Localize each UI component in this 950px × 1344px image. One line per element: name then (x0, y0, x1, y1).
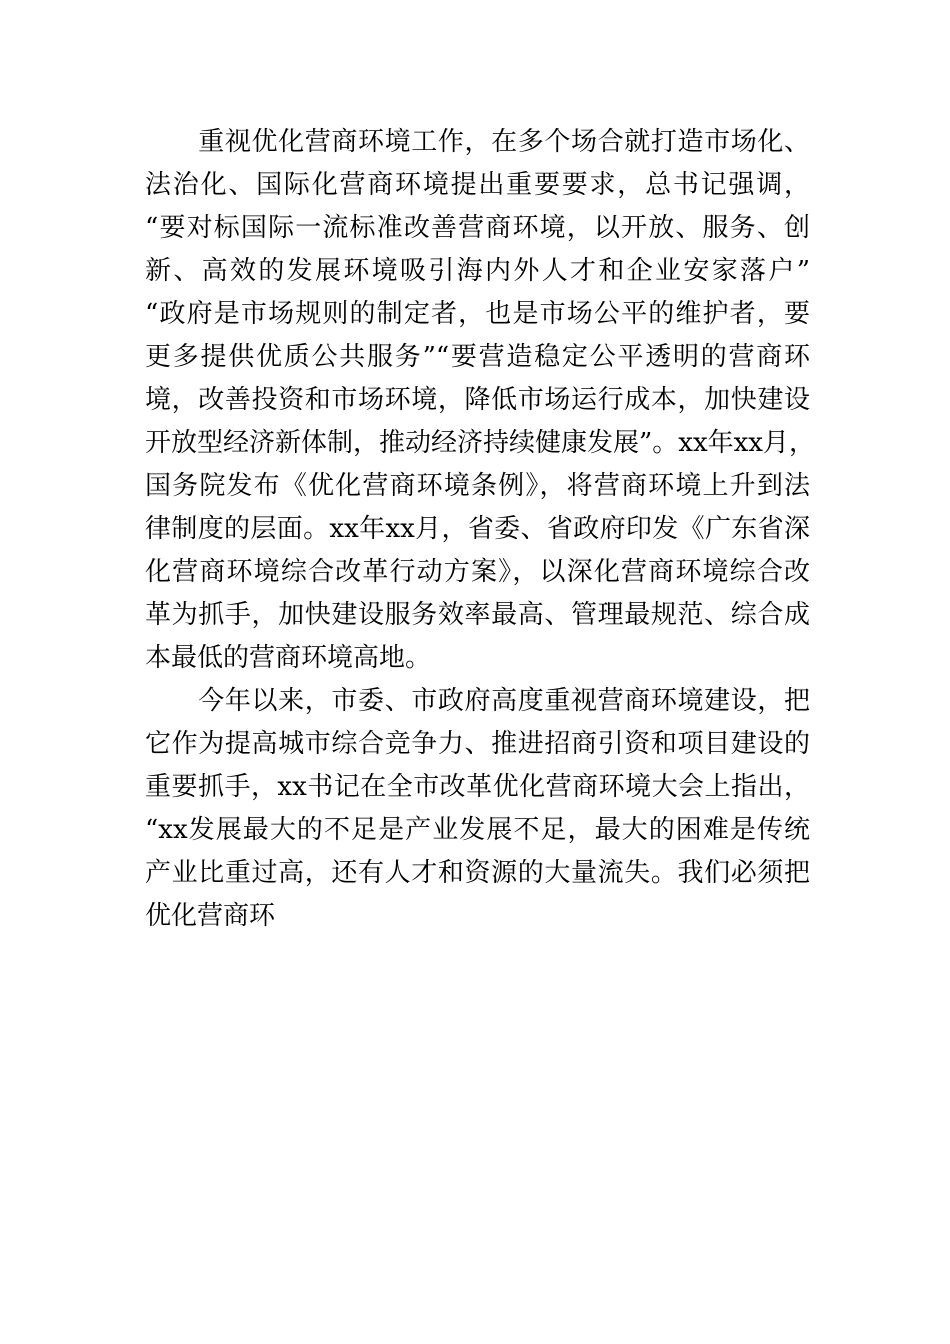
text-line: 优化营商环 (145, 901, 276, 931)
text-line: 今年以来，市委、市政府高度重视营商环境建设，把 (145, 686, 810, 716)
text-line: 重要抓手，xx书记在全市改革优化营商环境大会上指出， (145, 772, 810, 802)
text-line: “要对标国际一流标准改善营商环境，以开放、服务、创 (145, 213, 810, 243)
text-line: 国务院发布《优化营商环境条例》，将营商环境上升到法 (145, 471, 810, 501)
text-line: 它作为提高城市综合竞争力、推进招商引资和项目建设的 (145, 729, 810, 759)
text-line: 产业比重过高，还有人才和资源的大量流失。我们必须把 (145, 858, 810, 888)
text-line: 革为抓手，加快建设服务效率最高、管理最规范、综合成 (145, 600, 810, 630)
text-line: “政府是市场规则的制定者，也是市场公平的维护者，要 (145, 299, 810, 329)
document-body (145, 121, 815, 938)
text-line: 本最低的营商环境高地。 (145, 643, 432, 673)
text-line: 新、高效的发展环境吸引海内外人才和企业安家落户” (145, 256, 810, 286)
text-line: 化营商环境综合改革行动方案》，以深化营商环境综合改 (145, 557, 810, 587)
text-line: 重视优化营商环境工作，在多个场合就打造市场化、 (145, 127, 810, 157)
text-line: 开放型经济新体制，推动经济持续健康发展”。xx年xx月， (145, 428, 815, 458)
paragraph-2 (145, 680, 810, 938)
text-line: 境，改善投资和市场环境，降低市场运行成本，加快建设 (145, 385, 810, 415)
paragraph-1 (145, 121, 815, 680)
text-line: “xx发展最大的不足是产业发展不足，最大的困难是传统 (145, 815, 810, 845)
text-line: 律制度的层面。xx年xx月，省委、省政府印发《广东省深 (145, 514, 810, 544)
text-line: 法治化、国际化营商环境提出重要要求，总书记强调， (145, 170, 810, 200)
text-line: 更多提供优质公共服务”“要营造稳定公平透明的营商环 (145, 342, 810, 372)
